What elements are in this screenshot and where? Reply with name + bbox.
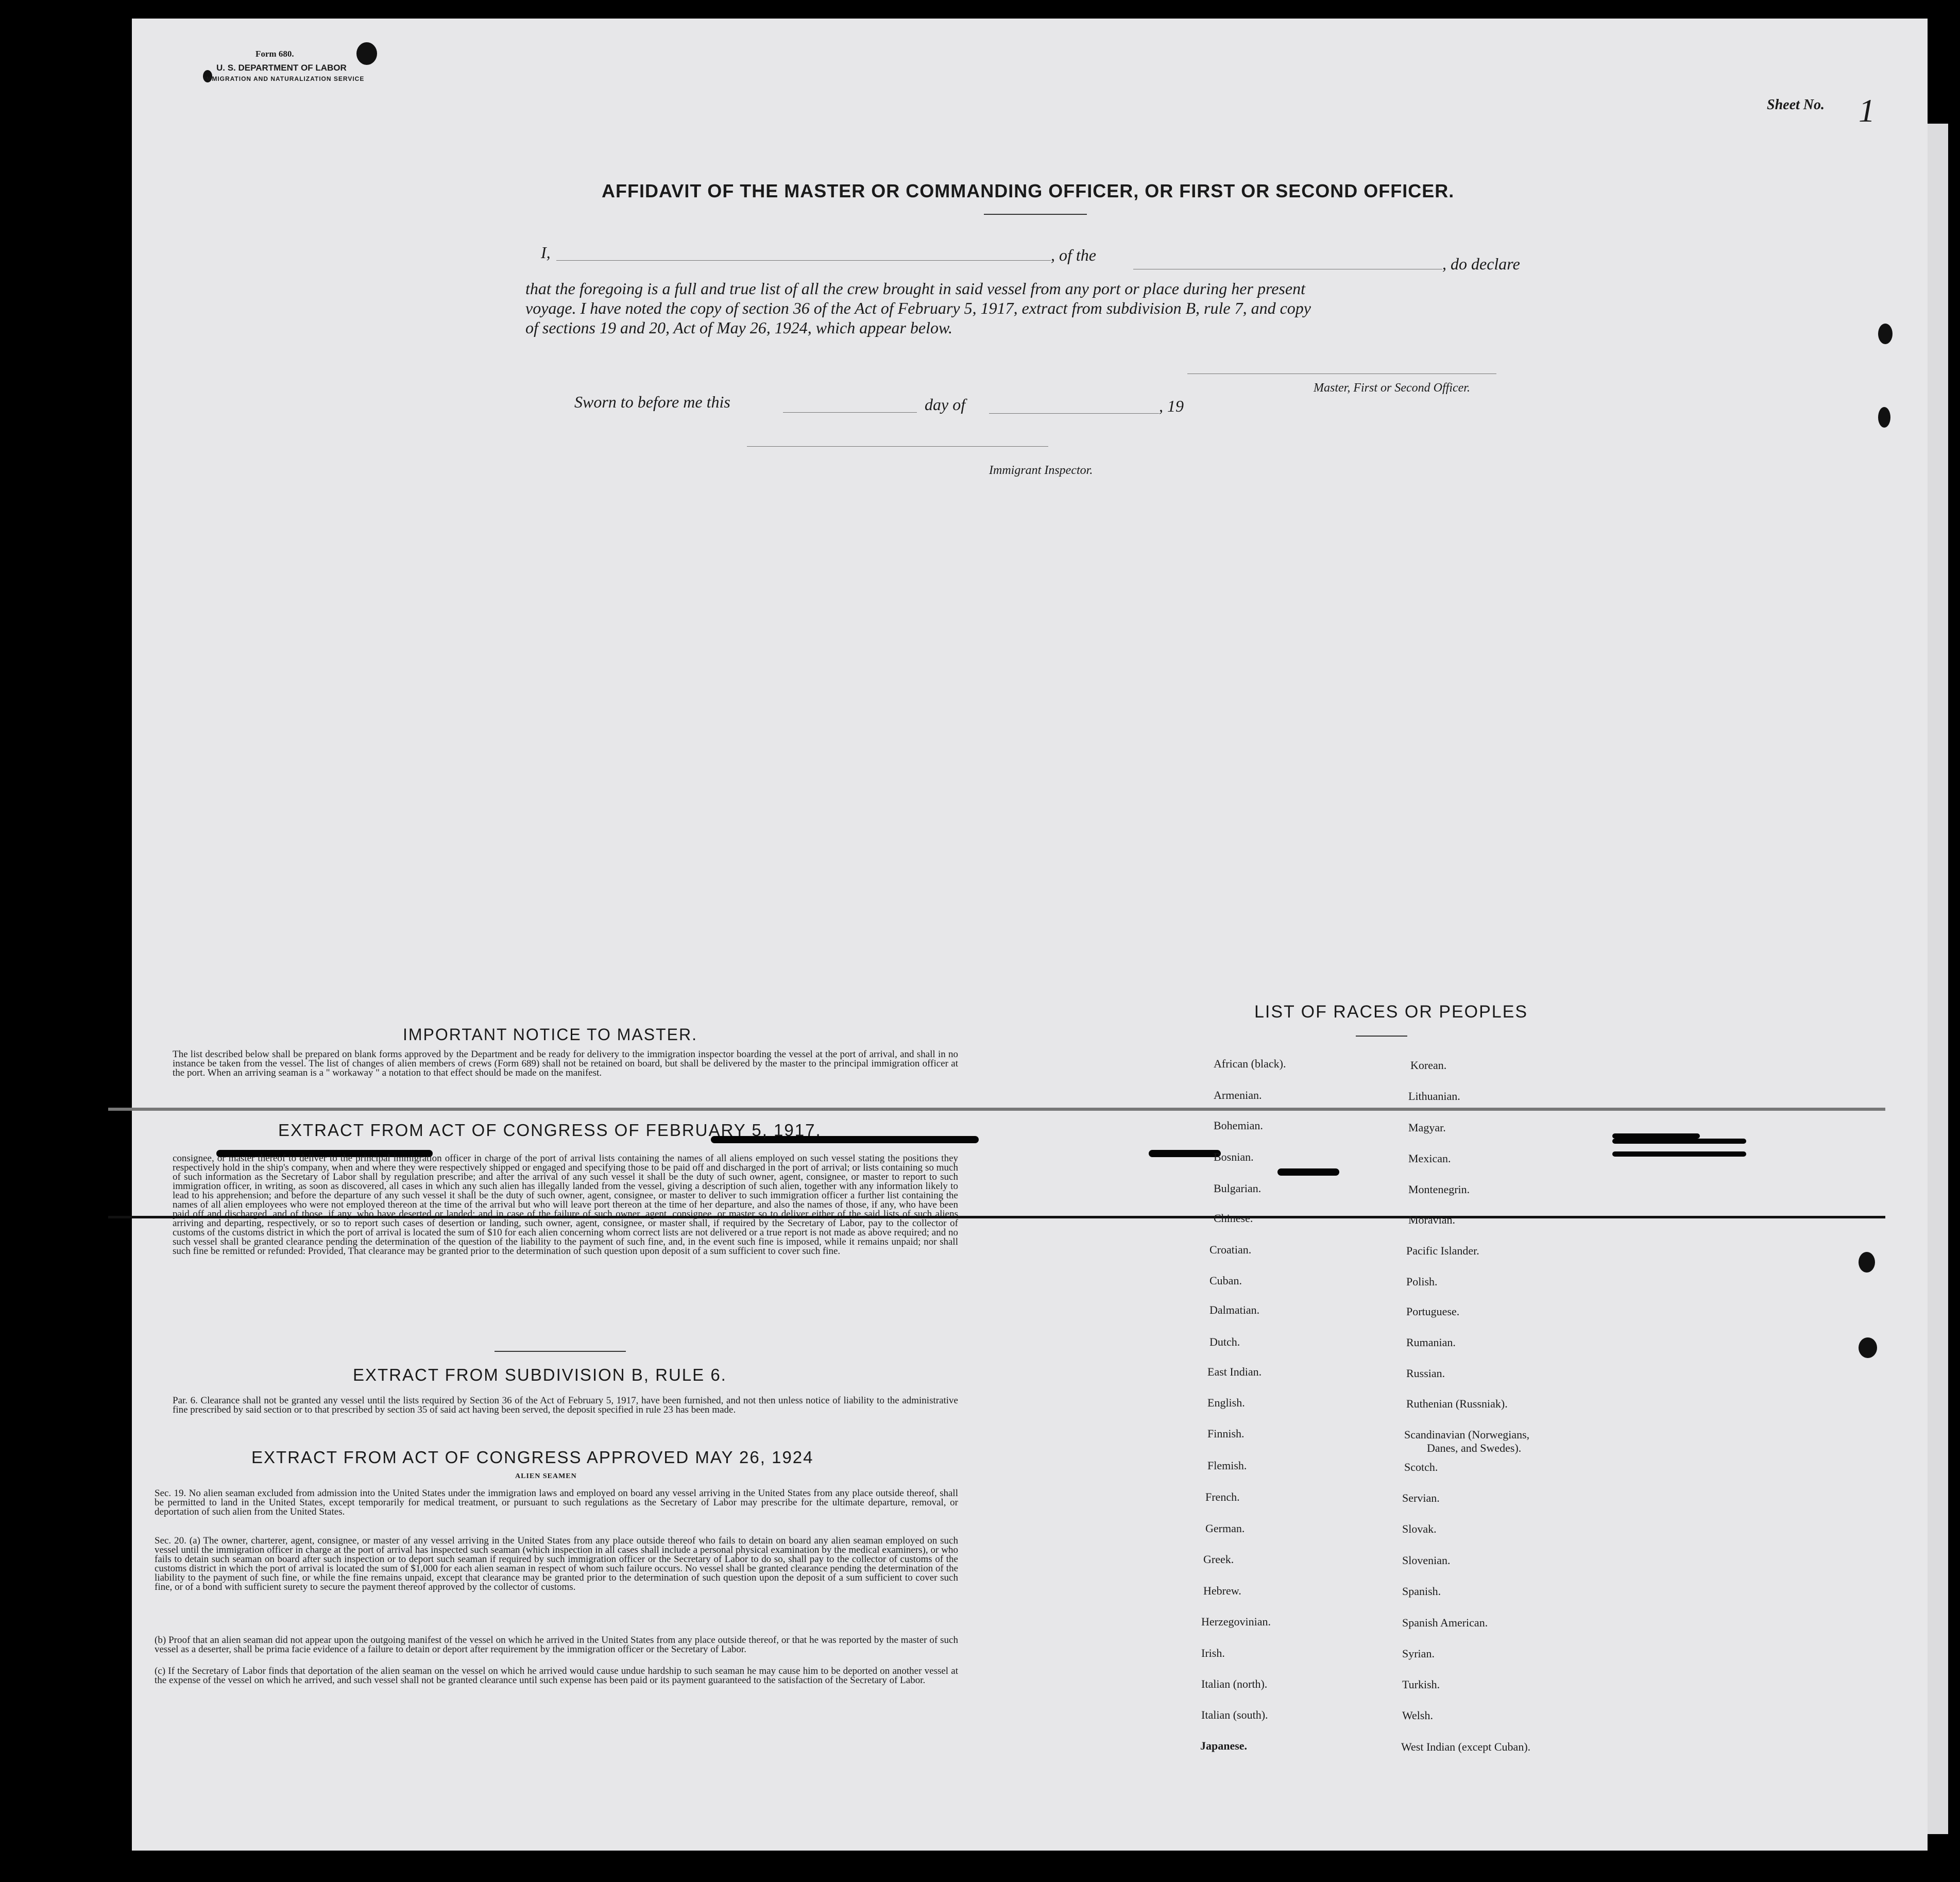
day-of-label: day of (925, 395, 966, 414)
binder-hole (1878, 407, 1890, 428)
section-rule (495, 1351, 626, 1352)
race-item: Irish. (1201, 1647, 1225, 1659)
sworn-day-line[interactable] (783, 412, 917, 413)
race-item: Hebrew. (1203, 1584, 1241, 1597)
race-item: Montenegrin. (1408, 1183, 1470, 1196)
race-item: Slovenian. (1402, 1554, 1451, 1567)
race-item: Cuban. (1209, 1274, 1242, 1287)
race-item: Polish. (1406, 1275, 1438, 1288)
sec19-text: Sec. 19. No alien seaman excluded from admission into the United States under the immigration laws and employed on board any vessel arriving in the United States from any place outside thereof, shall be permitted to land in the United States, except temporarily for medical treatment, or pursuant to such regulations as the Secretary of Labor may prescribe for the ultimate departure, removal, or deportation of such alien from the United States. (155, 1488, 958, 1517)
master-signature-caption: Master, First or Second Officer. (1314, 381, 1470, 395)
race-item: French. (1205, 1490, 1240, 1503)
race-item: Rumanian. (1406, 1336, 1456, 1349)
of-the-label: , of the (1051, 246, 1096, 264)
race-item: Slovak. (1402, 1522, 1437, 1535)
extract-1924-title: EXTRACT FROM ACT OF CONGRESS APPROVED MAY 26, 1924 (251, 1448, 814, 1467)
department-name: U. S. DEPARTMENT OF LABOR (216, 63, 347, 73)
race-item: East Indian. (1207, 1365, 1262, 1378)
affidavit-text-line-3: voyage. I have noted the copy of section 36 of the Act of February 5, 1917, extract from subdivision B, rule 7, and copy (525, 299, 1311, 317)
race-item: Chinese. (1214, 1212, 1253, 1225)
race-item-continued: Danes, and Swedes). (1427, 1442, 1522, 1454)
binder-hole (1859, 1252, 1875, 1273)
race-item: Croatian. (1209, 1243, 1252, 1256)
race-item: Lithuanian. (1408, 1090, 1460, 1103)
race-item: Japanese. (1200, 1739, 1248, 1752)
race-item: Mexican. (1408, 1152, 1451, 1165)
service-name: IMMIGRATION AND NATURALIZATION SERVICE (204, 75, 365, 82)
race-item: West Indian (except Cuban). (1401, 1740, 1531, 1753)
extract-rule6-title: EXTRACT FROM SUBDIVISION B, RULE 6. (353, 1365, 727, 1384)
race-item: Bosnian. (1214, 1150, 1254, 1163)
extract-1917-text: consignee, or master thereof to deliver to the principal immigration officer in charge of the port of arrival lists containing the names of all aliens employed on such vessel stating the positions they respectively hold in the ship's company, when and where they were respectively shipped or engaged and specifying those to be paid off and discharged in the port of arrival; or lists containing so much of such information as the Secretary of Labor shall by regulation prescribe; and after the arrival of any such vessel it shall be the duty of such owner, agent, consignee, or master to report to such immigration officer, in writing, as soon as discovered, all cases in which any such alien has illegally landed from the vessel, giving a description of such alien, together with any information likely to lead to his apprehension; and before the departure of any such vessel it shall be the duty of such owner, agent, consignee, or master to deliver to such immigration officer a further list containing the names of all alien employees who were not employed thereon at the time of the arrival but who will leave port thereon at the time of her departure, and also the names of those, if any, who have been paid off and discharged, and of those, if any, who have deserted or landed; and in case of the failure of such owner, agent, consignee, or master so to deliver either of the said lists of such aliens arriving and departing, respectively, or so to report such cases of desertion or landing, such owner, agent, consignee, or master shall, if required by the Secretary of Labor, pay to the collector of customs of the customs district in which the port of arrival is located the sum of $10 for each alien concerning whom correct lists are not delivered or a true report is not made as above required; and no such vessel shall be granted clearance pending the determination of the question of the liability to the payment of such fine, and, in the event such fine is imposed, while it remains unpaid; nor shall such fine be remitted or refunded: Provided, That clearance may be granted prior to the determination of such question upon deposit of a sum sufficient to cover such fine. (173, 1153, 958, 1257)
race-item: Flemish. (1207, 1459, 1247, 1472)
race-item: Scandinavian (Norwegians, (1404, 1428, 1530, 1441)
race-item: Syrian. (1402, 1647, 1435, 1660)
race-item: Greek. (1203, 1553, 1234, 1566)
race-item: Ruthenian (Russniak). (1406, 1397, 1508, 1410)
race-item: Bulgarian. (1214, 1182, 1262, 1195)
race-item: Italian (south). (1201, 1708, 1268, 1721)
race-item: Magyar. (1408, 1121, 1446, 1134)
races-title: LIST OF RACES OR PEOPLES (1254, 1002, 1528, 1022)
year-label: , 19 (1159, 397, 1184, 415)
inspector-signature-line[interactable] (747, 446, 1048, 447)
race-item: Pacific Islander. (1406, 1244, 1479, 1257)
race-item: Armenian. (1214, 1089, 1262, 1101)
race-item: Herzegovinian. (1201, 1615, 1271, 1628)
affidavit-text-line-4: of sections 19 and 20, Act of May 26, 1924, which appear below. (525, 318, 952, 337)
sheet-number-label: Sheet No. (1767, 97, 1825, 113)
extract-rule6-text: Par. 6. Clearance shall not be granted any vessel until the lists required by Section 36 of the Act of February 5, 1917, have been furnished, and not then unless notice of liability to the administrative fine prescribed by said section or to that prescribed by section 35 of said act having been served, the deposit specified in rule 23 has been made. (173, 1395, 958, 1415)
sheet-number-value: 1 (1859, 92, 1875, 129)
binder-hole (1878, 324, 1893, 344)
name-line[interactable] (556, 260, 1051, 261)
sworn-label: Sworn to before me this (574, 393, 730, 411)
scan-smudge (1277, 1168, 1339, 1176)
race-item: Servian. (1402, 1491, 1440, 1504)
notice-text: The list described below shall be prepared on blank forms approved by the Department and be ready for delivery to the immigration inspector boarding the vessel at the port of arrival, and shall in no instance be taken from the vessel. The list of changes of alien members of crews (Form 689) shall not be retained on board, but shall be delivered by the master to the principal immigration officer at the port. When an arriving seaman is a " workaway " a notation to that effect should be made on the manifest. (173, 1049, 958, 1078)
races-rule (1356, 1036, 1407, 1037)
race-item: German. (1205, 1522, 1245, 1535)
do-declare-label: , do declare (1442, 255, 1520, 273)
sec20b-text: (b) Proof that an alien seaman did not appear upon the outgoing manifest of the vessel on which he arrived in the United States from any place outside thereof, or that he was reported by the master of such vessel as a deserter, shall be prima facie evidence of a failure to detain or deport after requirement by the immigration officer or the Secretary of Labor. (155, 1635, 958, 1655)
race-item: Welsh. (1402, 1709, 1433, 1722)
race-item: Bohemian. (1214, 1119, 1263, 1132)
race-item: Portuguese. (1406, 1305, 1460, 1318)
race-item: Dalmatian. (1209, 1303, 1260, 1316)
race-item: English. (1207, 1396, 1245, 1409)
punch-hole (356, 42, 377, 65)
race-item: Russian. (1406, 1367, 1445, 1380)
scan-artifact-line (108, 1108, 1885, 1111)
affidavit-text-line-2: that the foregoing is a full and true list of all the crew brought in said vessel from any port or place during her present (525, 279, 1305, 298)
scan-smudge (1612, 1139, 1746, 1144)
race-item: Finnish. (1207, 1427, 1245, 1440)
binder-hole (1859, 1337, 1877, 1358)
sworn-month-line[interactable] (989, 413, 1159, 414)
race-item: Spanish. (1402, 1585, 1441, 1598)
affiant-label: I, (541, 243, 551, 262)
race-item: Turkish. (1402, 1678, 1440, 1691)
scan-smudge (1612, 1133, 1700, 1139)
inspector-signature-caption: Immigrant Inspector. (989, 464, 1093, 477)
race-item: African (black). (1214, 1057, 1286, 1070)
race-item: Moravian. (1408, 1213, 1456, 1226)
title-rule (984, 214, 1087, 215)
scan-smudge (1149, 1150, 1221, 1157)
notice-title: IMPORTANT NOTICE TO MASTER. (403, 1025, 697, 1044)
sec20a-text: Sec. 20. (a) The owner, charterer, agent, consignee, or master of any vessel arriving in the United States from any place outside thereof who fails to detain on board any alien seaman employed on such vessel until the immigration officer in charge at the port of arrival has inspected such seaman (which inspection in all cases shall include a personal physical examination by the medical examiners), or who fails to detain such seaman on board after such inspection or to deport such seaman if required by such immigration officer or the Secretary of Labor to do so, shall pay to the collector of customs of the customs district in which the port of arrival is located the sum of $1,000 for each alien seaman in respect of whom such failure occurs. No vessel shall be granted clearance pending the determination of the liability to the payment of such fine, or while the fine remains unpaid, except that clearance may be granted prior to the determination of such question upon the deposit of a sum sufficient to cover such fine, or of a bond with sufficient surety to secure the payment thereof approved by the collector of customs. (155, 1535, 958, 1592)
race-item: Scotch. (1404, 1461, 1438, 1473)
form-number: Form 680. (255, 49, 294, 59)
sec20c-text: (c) If the Secretary of Labor finds that deportation of the alien seaman on the vessel on which he arrived would cause undue hardship to such seaman he may cause him to be deported on another vessel at the expense of the vessel on which he arrived, and such vessel shall not be granted clearance until such expense has been paid or its payment guaranteed to the satisfaction of the Secretary of Labor. (155, 1666, 958, 1686)
affidavit-title: AFFIDAVIT OF THE MASTER OR COMMANDING OFFICER, OR FIRST OR SECOND OFFICER. (602, 180, 1455, 201)
race-item: Korean. (1410, 1059, 1447, 1072)
race-item: Italian (north). (1201, 1677, 1268, 1690)
race-item: Dutch. (1209, 1335, 1240, 1348)
race-item: Spanish American. (1402, 1616, 1488, 1629)
extract-1917-title: EXTRACT FROM ACT OF CONGRESS OF FEBRUARY 5, 1917. (278, 1121, 822, 1140)
extract-1924-subtitle: ALIEN SEAMEN (515, 1472, 577, 1480)
scan-smudge (1612, 1151, 1746, 1157)
